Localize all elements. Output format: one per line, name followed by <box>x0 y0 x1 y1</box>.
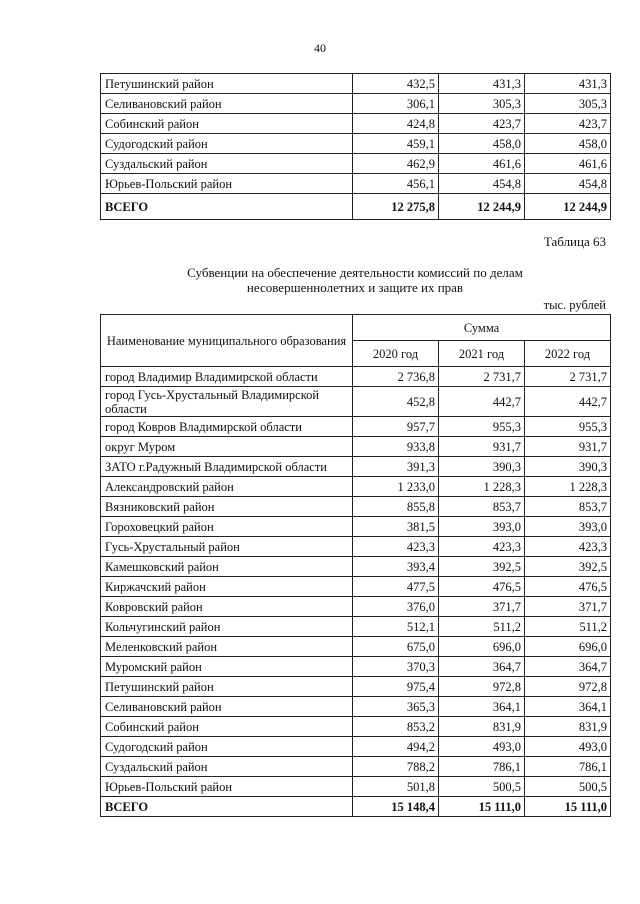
municipality-cell: Селивановский район <box>101 94 353 114</box>
value-2022-cell: 931,7 <box>525 437 611 457</box>
total-2021-cell: 12 244,9 <box>439 194 525 220</box>
value-2021-cell: 493,0 <box>439 737 525 757</box>
value-2022-cell: 955,3 <box>525 417 611 437</box>
value-2022-cell: 831,9 <box>525 717 611 737</box>
municipality-cell: Гусь-Хрустальный район <box>101 537 353 557</box>
table-row <box>101 737 611 757</box>
table-row <box>101 114 611 134</box>
value-2022-cell: 476,5 <box>525 577 611 597</box>
value-2020-cell: 365,3 <box>353 697 439 717</box>
value-2020-cell: 452,8 <box>353 387 439 417</box>
value-2021-cell: 972,8 <box>439 677 525 697</box>
value-2021-cell: 500,5 <box>439 777 525 797</box>
value-2022-cell: 493,0 <box>525 737 611 757</box>
municipality-cell: Киржачский район <box>101 577 353 597</box>
table-row <box>101 74 611 94</box>
value-2020-cell: 1 233,0 <box>353 477 439 497</box>
total-2022-cell: 12 244,9 <box>525 194 611 220</box>
value-2020-cell: 975,4 <box>353 677 439 697</box>
value-2020-cell: 2 736,8 <box>353 367 439 387</box>
header-year-2020: 2020 год <box>353 341 439 367</box>
value-2020-cell: 370,3 <box>353 657 439 677</box>
value-2021-cell: 461,6 <box>439 154 525 174</box>
municipality-cell: Юрьев-Польский район <box>101 777 353 797</box>
municipality-cell: Суздальский район <box>101 757 353 777</box>
value-2020-cell: 459,1 <box>353 134 439 154</box>
table-row <box>101 517 611 537</box>
table-row <box>101 437 611 457</box>
table-row <box>101 597 611 617</box>
total-2020-cell: 12 275,8 <box>353 194 439 220</box>
value-2022-cell: 461,6 <box>525 154 611 174</box>
table-row <box>101 387 611 417</box>
value-2021-cell: 390,3 <box>439 457 525 477</box>
municipality-cell: Муромский район <box>101 657 353 677</box>
municipality-cell: город Гусь-Хрустальный Владимирской области <box>101 387 353 417</box>
table-row <box>101 417 611 437</box>
table-title <box>100 265 610 295</box>
value-2022-cell: 454,8 <box>525 174 611 194</box>
value-2021-cell: 476,5 <box>439 577 525 597</box>
value-2021-cell: 364,1 <box>439 697 525 717</box>
units-label: тыс. рублей <box>543 298 606 312</box>
total-row <box>101 194 611 220</box>
municipality-cell: Юрьев-Польский район <box>101 174 353 194</box>
value-2022-cell: 364,7 <box>525 657 611 677</box>
table-row <box>101 717 611 737</box>
municipality-cell: Александровский район <box>101 477 353 497</box>
municipality-cell: Меленковский район <box>101 637 353 657</box>
value-2022-cell: 423,7 <box>525 114 611 134</box>
municipality-cell: Собинский район <box>101 114 353 134</box>
header-year-2021: 2021 год <box>439 341 525 367</box>
value-2022-cell: 390,3 <box>525 457 611 477</box>
value-2021-cell: 305,3 <box>439 94 525 114</box>
municipality-cell: Гороховецкий район <box>101 517 353 537</box>
table-row <box>101 457 611 477</box>
value-2020-cell: 423,3 <box>353 537 439 557</box>
table-row <box>101 677 611 697</box>
value-2020-cell: 376,0 <box>353 597 439 617</box>
value-2021-cell: 511,2 <box>439 617 525 637</box>
table-row <box>101 637 611 657</box>
municipality-cell: Вязниковский район <box>101 497 353 517</box>
continued-table-body <box>101 74 611 220</box>
value-2020-cell: 462,9 <box>353 154 439 174</box>
value-2020-cell: 391,3 <box>353 457 439 477</box>
value-2022-cell: 371,7 <box>525 597 611 617</box>
municipality-cell: Петушинский район <box>101 677 353 697</box>
table-row <box>101 657 611 677</box>
table-title-line-2: несовершеннолетних и защите их прав <box>246 280 464 295</box>
value-2022-cell: 431,3 <box>525 74 611 94</box>
value-2021-cell: 431,3 <box>439 74 525 94</box>
table-row <box>101 174 611 194</box>
value-2021-cell: 364,7 <box>439 657 525 677</box>
total-2022-cell: 15 111,0 <box>525 797 611 817</box>
value-2020-cell: 424,8 <box>353 114 439 134</box>
value-2021-cell: 831,9 <box>439 717 525 737</box>
value-2021-cell: 931,7 <box>439 437 525 457</box>
value-2021-cell: 393,0 <box>439 517 525 537</box>
table-number: Таблица 63 <box>543 234 606 249</box>
value-2020-cell: 788,2 <box>353 757 439 777</box>
municipality-cell: город Владимир Владимирской области <box>101 367 353 387</box>
table-header-row <box>101 315 611 341</box>
value-2022-cell: 1 228,3 <box>525 477 611 497</box>
value-2021-cell: 696,0 <box>439 637 525 657</box>
value-2020-cell: 432,5 <box>353 74 439 94</box>
value-2020-cell: 306,1 <box>353 94 439 114</box>
municipality-cell: Судогодский район <box>101 134 353 154</box>
value-2021-cell: 442,7 <box>439 387 525 417</box>
value-2022-cell: 423,3 <box>525 537 611 557</box>
subventions-table <box>100 314 611 817</box>
table-row <box>101 94 611 114</box>
value-2020-cell: 855,8 <box>353 497 439 517</box>
header-sum: Сумма <box>353 315 611 341</box>
value-2021-cell: 853,7 <box>439 497 525 517</box>
value-2021-cell: 458,0 <box>439 134 525 154</box>
value-2020-cell: 381,5 <box>353 517 439 537</box>
table-row <box>101 757 611 777</box>
value-2022-cell: 442,7 <box>525 387 611 417</box>
value-2021-cell: 1 228,3 <box>439 477 525 497</box>
value-2022-cell: 393,0 <box>525 517 611 537</box>
value-2022-cell: 392,5 <box>525 557 611 577</box>
value-2022-cell: 696,0 <box>525 637 611 657</box>
value-2021-cell: 423,7 <box>439 114 525 134</box>
table-row <box>101 367 611 387</box>
value-2022-cell: 458,0 <box>525 134 611 154</box>
municipality-cell: округ Муром <box>101 437 353 457</box>
value-2021-cell: 454,8 <box>439 174 525 194</box>
page-number: 40 <box>314 41 326 55</box>
value-2021-cell: 371,7 <box>439 597 525 617</box>
table-row <box>101 617 611 637</box>
value-2022-cell: 500,5 <box>525 777 611 797</box>
value-2020-cell: 501,8 <box>353 777 439 797</box>
municipality-cell: Петушинский район <box>101 74 353 94</box>
table-row <box>101 577 611 597</box>
value-2021-cell: 2 731,7 <box>439 367 525 387</box>
value-2021-cell: 786,1 <box>439 757 525 777</box>
value-2022-cell: 972,8 <box>525 677 611 697</box>
value-2020-cell: 477,5 <box>353 577 439 597</box>
value-2022-cell: 2 731,7 <box>525 367 611 387</box>
value-2020-cell: 957,7 <box>353 417 439 437</box>
total-label-cell: ВСЕГО <box>101 194 353 220</box>
value-2020-cell: 456,1 <box>353 174 439 194</box>
value-2020-cell: 393,4 <box>353 557 439 577</box>
table-row <box>101 697 611 717</box>
municipality-cell: ЗАТО г.Радужный Владимирской области <box>101 457 353 477</box>
municipality-cell: Ковровский район <box>101 597 353 617</box>
total-row <box>101 797 611 817</box>
table-row <box>101 154 611 174</box>
subventions-table-body <box>101 367 611 817</box>
municipality-cell: Камешковский район <box>101 557 353 577</box>
header-year-2022: 2022 год <box>525 341 611 367</box>
table-row <box>101 537 611 557</box>
value-2022-cell: 511,2 <box>525 617 611 637</box>
value-2021-cell: 423,3 <box>439 537 525 557</box>
continued-table <box>100 73 611 220</box>
table-title-line-1: Субвенции на обеспечение деятельности комиссий по делам <box>187 265 523 280</box>
table-row <box>101 557 611 577</box>
municipality-cell: Собинский район <box>101 717 353 737</box>
table-row <box>101 777 611 797</box>
value-2022-cell: 786,1 <box>525 757 611 777</box>
municipality-cell: город Ковров Владимирской области <box>101 417 353 437</box>
value-2022-cell: 364,1 <box>525 697 611 717</box>
table-row <box>101 497 611 517</box>
value-2020-cell: 675,0 <box>353 637 439 657</box>
total-label-cell: ВСЕГО <box>101 797 353 817</box>
value-2022-cell: 853,7 <box>525 497 611 517</box>
municipality-cell: Селивановский район <box>101 697 353 717</box>
municipality-cell: Суздальский район <box>101 154 353 174</box>
value-2021-cell: 955,3 <box>439 417 525 437</box>
header-municipality: Наименование муниципального образования <box>101 315 353 367</box>
value-2020-cell: 933,8 <box>353 437 439 457</box>
table-row <box>101 477 611 497</box>
table-row <box>101 134 611 154</box>
value-2020-cell: 853,2 <box>353 717 439 737</box>
total-2021-cell: 15 111,0 <box>439 797 525 817</box>
value-2020-cell: 512,1 <box>353 617 439 637</box>
municipality-cell: Судогодский район <box>101 737 353 757</box>
municipality-cell: Кольчугинский район <box>101 617 353 637</box>
total-2020-cell: 15 148,4 <box>353 797 439 817</box>
value-2022-cell: 305,3 <box>525 94 611 114</box>
value-2020-cell: 494,2 <box>353 737 439 757</box>
value-2021-cell: 392,5 <box>439 557 525 577</box>
